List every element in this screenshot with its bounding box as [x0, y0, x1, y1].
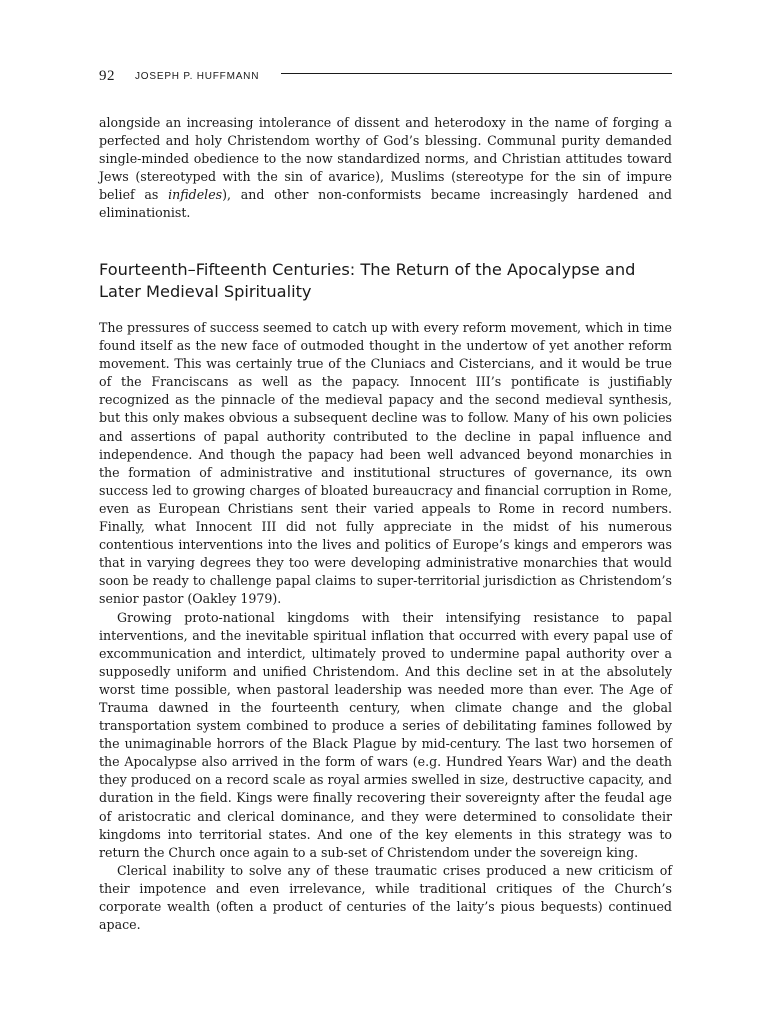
paragraph-continued-text-b: ), and other non-conformists became increasingly hardened and eliminationist.	[99, 187, 672, 221]
italic-term: infideles	[168, 187, 223, 203]
opening-text	[99, 114, 672, 223]
paragraph: Growing proto-national kingdoms with their intensifying resistance to papal interventions, and the inevitable spiritual inflation that occurred with every papal use of excommunication and interdict, ultimately proved to undermine papal authority over a supposedly uniform and unified Christendom. And this decline set in at the absolutely worst time possible, when pastoral leadership was needed more than ever. The Age of Trauma dawned in the fourteenth century, when climate change and the global transportation system combined to produce a series of debilitating famines followed by the unimaginable horrors of the Black Plague by mid-century. The last two horsemen of the Apocalypse also arrived in the form of wars (e.g. Hundred Years War) and the death they produced on a record scale as royal armies swelled in size, destructive capacity, and duration in the field. Kings were finally recovering their sovereignty after the feudal age of aristocratic and clerical dominance, and they were determined to consolidate their kingdoms into territorial states. And one of the key elements in this strategy was to return the Church once again to a sub-set of Christendom under the sovereign king.	[99, 609, 672, 860]
section-body	[99, 319, 672, 934]
paragraph: The pressures of success seemed to catch up with every reform movement, which in time found itself as the new face of outmoded thought in the undertow of yet another reform movement. This was certainly true of the Cluniacs and Cistercians, and it would be true of the Franciscans as well as the papacy. Innocent III’s pontificate is justifiably recognized as the pinnacle of the medieval papacy and the second medieval synthesis, but this only makes obvious a subsequent decline was to follow. Many of his own policies and assertions of papal authority contributed to the decline in papal influence and independence. And though the papacy had been well advanced beyond monarchies in the formation of administrative and institutional structures of governance, its own success led to growing charges of bloated bureaucracy and financial corruption in Rome, even as European Christians sent their varied appeals to Rome in record numbers. Finally, what Innocent III did not fully appreciate in the midst of his numerous contentious interventions into the lives and politics of Europe’s kings and emperors was that in varying degrees they too were developing administrative monarchies that would soon be ready to challenge papal claims to super-territorial jurisdiction as Christendom’s senior pastor (Oakley 1979).	[99, 320, 672, 607]
running-head-author: JOSEPH P. HUFFMANN	[135, 70, 260, 82]
running-head	[99, 66, 672, 86]
section-heading: Fourteenth–Fifteenth Centuries: The Return of the Apocalypse and Later Medieval Spirituality	[99, 260, 636, 301]
page-number: 92	[99, 67, 115, 84]
paragraph-continued	[99, 114, 672, 223]
paragraph: Clerical inability to solve any of these traumatic crises produced a new criticism of their impotence and even irrelevance, while traditional critiques of the Church’s corporate wealth (often a product of centuries of the laity’s pious bequests) continued apace.	[99, 862, 672, 933]
header-rule	[281, 73, 672, 74]
paragraph-continued-text-a: alongside an increasing intolerance of dissent and heterodoxy in the name of forging a perfected and holy Christendom worthy of God’s blessing. Communal purity demanded single-minded obedience to the now standardized norms, and Christian attitudes toward Jews (stereotyped with the sin of avarice), Muslims (stereotype for the sin of impure belief as	[99, 115, 672, 203]
